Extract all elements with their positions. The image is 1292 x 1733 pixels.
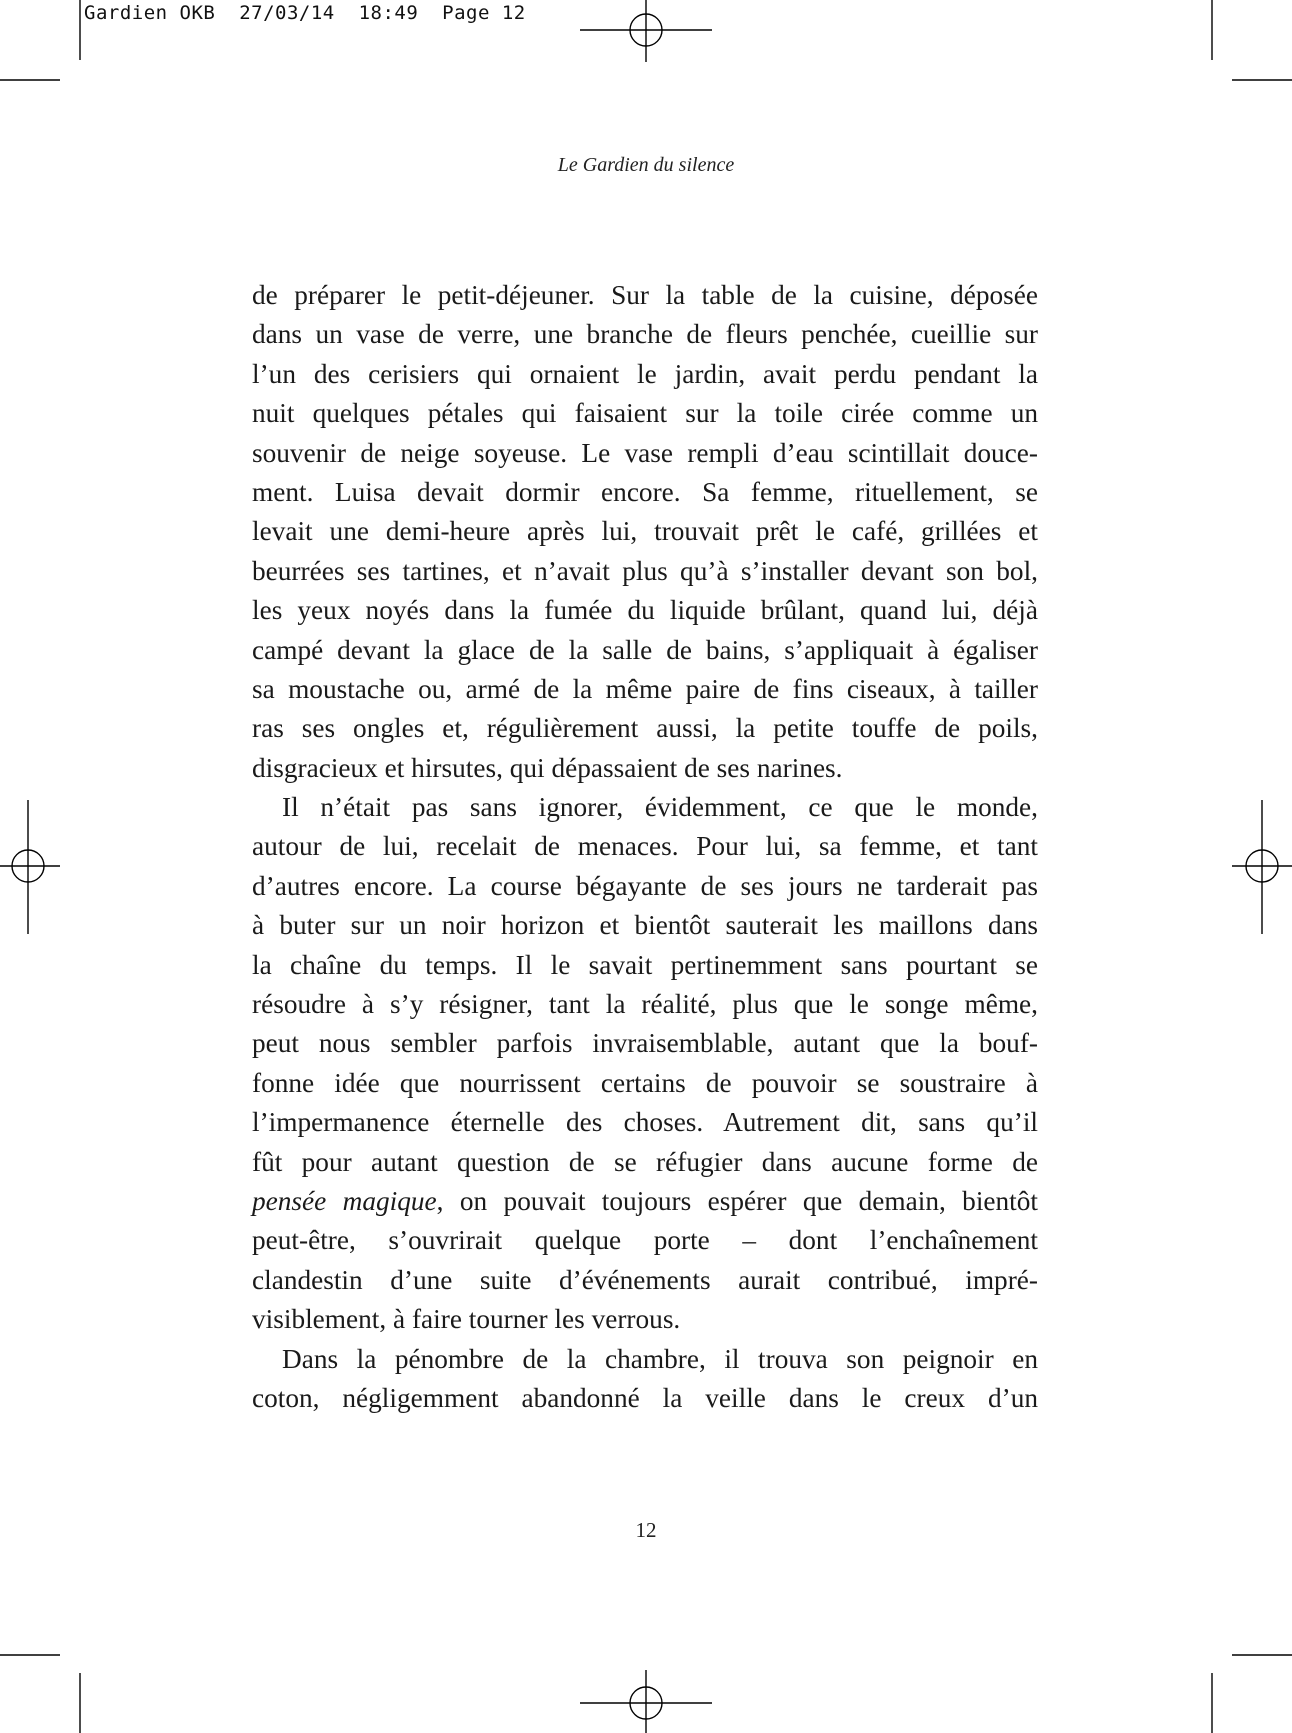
running-head: Le Gardien du silence: [557, 154, 735, 176]
text-line: campé devant la glace de la salle de bains, s’appliquait à égaliser: [252, 634, 1038, 665]
registration-mark-right: [1232, 800, 1292, 934]
registration-mark-top: [580, 0, 712, 62]
crop-mark-top-right: [1212, 0, 1292, 80]
text-line: la chaîne du temps. Il le savait pertinemment sans pourtant se: [252, 949, 1038, 980]
text-line: Il n’était pas sans ignorer, évidemment, ce que le monde,: [282, 792, 1038, 823]
paragraph-2: [252, 788, 1038, 1339]
text-line: souvenir de neige soyeuse. Le vase rempli d’eau scintillait douce-: [252, 437, 1038, 468]
page-number: 12: [635, 1518, 657, 1542]
text-line: disgracieux et hirsutes, qui dépassaient de ses narines.: [252, 752, 843, 783]
registration-mark-left: [0, 800, 60, 934]
text-line: visiblement, à faire tourner les verrous.: [252, 1304, 681, 1335]
text-line: d’autres encore. La course bégayante de ses jours ne tarderait pas: [252, 870, 1038, 901]
registration-mark-bottom: [580, 1670, 712, 1733]
text-line: clandestin d’une suite d’événements aurait contribué, impré-: [252, 1264, 1038, 1295]
paragraph-3: [252, 1340, 1038, 1419]
crop-mark-bottom-left: [0, 1655, 80, 1733]
text-line: beurrées ses tartines, et n’avait plus qu’à s’installer devant son bol,: [252, 555, 1038, 586]
crop-mark-bottom-right: [1212, 1655, 1292, 1733]
text-line: l’impermanence éternelle des choses. Autrement dit, sans qu’il: [252, 1107, 1038, 1138]
text-line: dans un vase de verre, une branche de fleurs penchée, cueillie sur: [252, 319, 1038, 350]
text-line: nuit quelques pétales qui faisaient sur la toile cirée comme un: [252, 398, 1038, 429]
text-line: fût pour autant question de se réfugier dans aucune forme de: [252, 1146, 1038, 1177]
text-fragment: , on pouvait toujours espérer que demain, bientôt: [436, 1185, 1038, 1216]
text-line: peut nous sembler parfois invraisemblable, autant que la bouf-: [252, 1028, 1038, 1059]
text-line: autour de lui, recelait de menaces. Pour lui, sa femme, et tant: [252, 831, 1038, 862]
text-line-with-italic: [252, 1182, 1038, 1221]
text-line: coton, négligemment abandonné la veille dans le creux d’un: [252, 1382, 1038, 1413]
paragraph-1: [252, 276, 1038, 788]
text-line: Dans la pénombre de la chambre, il trouva son peignoir en: [282, 1343, 1038, 1374]
text-line: de préparer le petit-déjeuner. Sur la table de la cuisine, déposée: [252, 280, 1038, 310]
slug-line: Gardien OKB 27/03/14 18:49 Page 12: [84, 2, 526, 24]
text-line: résoudre à s’y résigner, tant la réalité, plus que le songe même,: [252, 989, 1038, 1020]
text-line: levait une demi-heure après lui, trouvait prêt le café, grillées et: [252, 516, 1038, 547]
text-line: à buter sur un noir horizon et bientôt sauterait les maillons dans: [252, 910, 1038, 941]
text-line: ras ses ongles et, régulièrement aussi, la petite touffe de poils,: [252, 713, 1038, 744]
text-line: l’un des cerisiers qui ornaient le jardin, avait perdu pendant la: [252, 358, 1038, 389]
text-line: fonne idée que nourrissent certains de pouvoir se soustraire à: [252, 1067, 1038, 1098]
text-line: les yeux noyés dans la fumée du liquide brûlant, quand lui, déjà: [252, 595, 1038, 626]
text-line: peut-être, s’ouvrirait quelque porte – dont l’enchaînement: [252, 1225, 1038, 1256]
text-line: ment. Luisa devait dormir encore. Sa femme, rituellement, se: [252, 476, 1038, 507]
italic-phrase: pensée magique: [252, 1185, 437, 1216]
text-line: sa moustache ou, armé de la même paire de fins ciseaux, à tailler: [252, 673, 1038, 704]
crop-mark-top-left: [0, 0, 80, 80]
body-text: [252, 276, 1038, 1418]
